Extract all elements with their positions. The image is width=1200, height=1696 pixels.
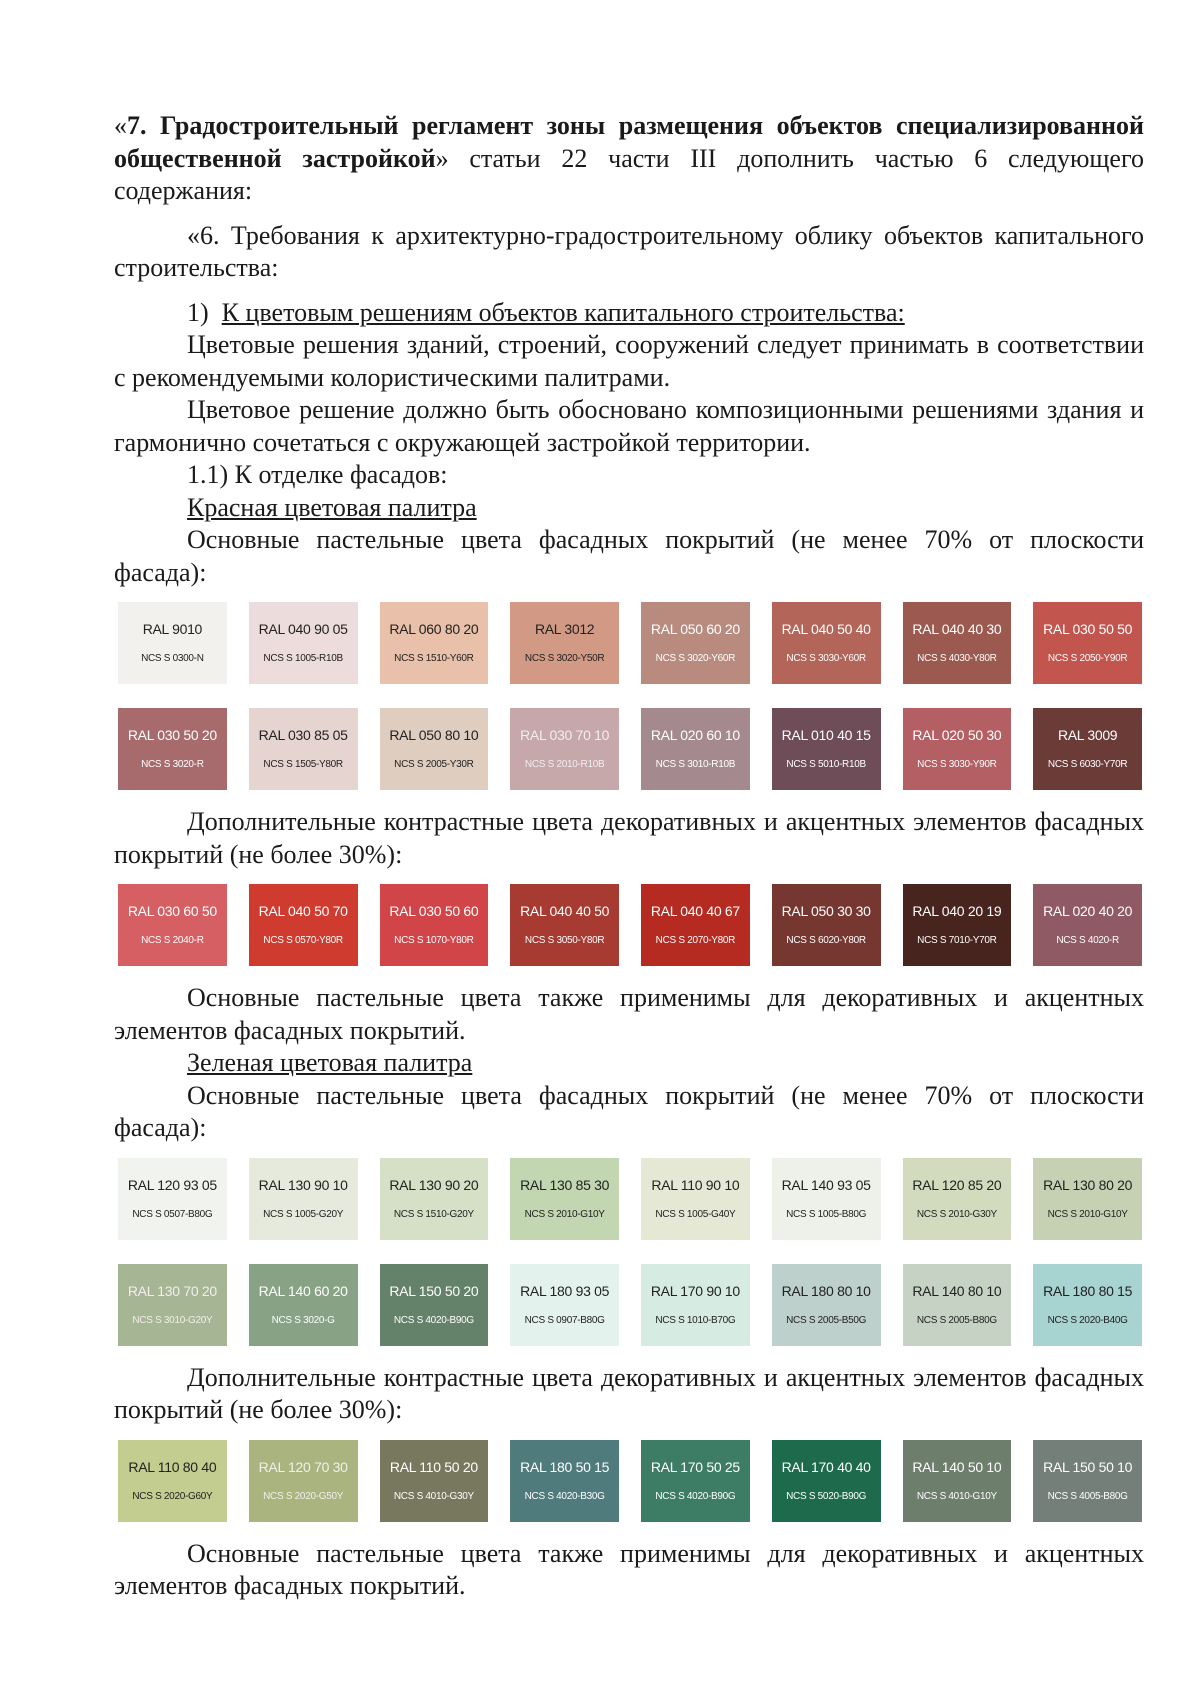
heading-quote: « bbox=[114, 111, 127, 140]
color-swatch bbox=[641, 1264, 750, 1346]
ncs-code: NCS S 4010-G30Y bbox=[393, 1490, 474, 1502]
color-swatch bbox=[641, 1440, 750, 1522]
ral-code: RAL 180 93 05 bbox=[520, 1282, 610, 1299]
color-swatch bbox=[903, 708, 1012, 790]
ral-code: RAL 010 40 15 bbox=[781, 727, 871, 743]
ncs-code: NCS S 1005-G20Y bbox=[263, 1208, 344, 1220]
heading-title: 7. Градостроительный регламент зоны размещения объектов специализированной общественной застройкой bbox=[114, 111, 1144, 173]
ral-code: RAL 020 40 20 bbox=[1043, 903, 1133, 919]
color-swatch bbox=[1033, 602, 1142, 684]
color-swatch bbox=[903, 602, 1012, 684]
ral-code: RAL 120 85 20 bbox=[912, 1176, 1002, 1193]
ncs-code: NCS S 2050-Y90R bbox=[1047, 653, 1128, 664]
ncs-code: NCS S 3050-Y80R bbox=[524, 935, 605, 946]
ral-code: RAL 040 50 40 bbox=[781, 621, 871, 637]
color-swatch bbox=[772, 602, 881, 684]
ncs-code: NCS S 4020-B30G bbox=[524, 1490, 605, 1502]
ral-code: RAL 180 80 15 bbox=[1043, 1282, 1133, 1299]
ncs-code: NCS S 2020-G60Y bbox=[132, 1490, 213, 1502]
red-accent-label: Дополнительные контрастные цвета декоративных и акцентных элементов фасадных покрытий (не более 30%): bbox=[114, 807, 1144, 869]
color-swatch bbox=[903, 1264, 1012, 1346]
ral-code: RAL 130 70 20 bbox=[127, 1282, 217, 1299]
color-swatch bbox=[772, 1158, 881, 1240]
red-main-swatches bbox=[114, 602, 1144, 790]
para-justified: Цветовое решение должно быть обосновано композиционными решениями здания и гармонично сочетаться с окружающей застройкой территории. bbox=[114, 395, 1144, 457]
ncs-code: NCS S 1005-B80G bbox=[786, 1208, 867, 1220]
ral-code: RAL 050 60 20 bbox=[650, 621, 740, 637]
green-palette-title bbox=[114, 1047, 1144, 1080]
ncs-code: NCS S 3010-G20Y bbox=[132, 1314, 213, 1326]
red-main-label: Основные пастельные цвета фасадных покрытий (не менее 70% от плоскости фасада): bbox=[114, 525, 1144, 587]
ncs-code: NCS S 1505-Y80R bbox=[263, 759, 343, 770]
color-swatch bbox=[1033, 708, 1142, 790]
ral-code: RAL 170 50 25 bbox=[650, 1458, 740, 1475]
ncs-code: NCS S 3010-R10B bbox=[655, 759, 736, 770]
ral-code: RAL 110 80 40 bbox=[128, 1458, 217, 1475]
color-swatch bbox=[118, 884, 227, 966]
color-swatch bbox=[118, 1264, 227, 1346]
ncs-code: NCS S 5020-B90G bbox=[786, 1490, 867, 1502]
color-swatch bbox=[380, 708, 489, 790]
color-swatch bbox=[772, 708, 881, 790]
ral-code: RAL 130 90 10 bbox=[258, 1176, 348, 1193]
ncs-code: NCS S 2005-B80G bbox=[916, 1314, 997, 1326]
ncs-code: NCS S 3020-R bbox=[141, 759, 204, 770]
ncs-code: NCS S 2010-R10B bbox=[524, 759, 605, 770]
ral-code: RAL 180 80 10 bbox=[781, 1282, 871, 1299]
color-swatch bbox=[118, 602, 227, 684]
requirements-intro: «6. Требования к архитектурно-градостроительному облику объектов капитального строительства: bbox=[114, 220, 1144, 282]
color-swatch bbox=[380, 602, 489, 684]
color-swatch bbox=[510, 884, 619, 966]
ral-code: RAL 050 30 30 bbox=[781, 903, 871, 919]
ral-code: RAL 130 90 20 bbox=[389, 1176, 479, 1193]
ncs-code: NCS S 4020-B90G bbox=[393, 1314, 474, 1326]
ral-code: RAL 030 70 10 bbox=[520, 727, 610, 743]
ncs-code: NCS S 4020-R bbox=[1056, 935, 1119, 946]
color-swatch bbox=[118, 1158, 227, 1240]
ral-code: RAL 150 50 20 bbox=[389, 1282, 479, 1299]
ral-code: RAL 040 90 05 bbox=[258, 621, 348, 637]
color-swatch bbox=[249, 1158, 358, 1240]
ncs-code: NCS S 2010-G10Y bbox=[524, 1208, 605, 1220]
ral-code: RAL 060 80 20 bbox=[389, 621, 479, 637]
ral-code: RAL 140 50 10 bbox=[912, 1458, 1002, 1475]
item-1-1: 1.1) К отделке фасадов: bbox=[187, 460, 448, 489]
red-accent-swatches bbox=[114, 884, 1144, 966]
color-swatch bbox=[641, 602, 750, 684]
ral-code: RAL 120 93 05 bbox=[127, 1176, 217, 1193]
color-swatch bbox=[1033, 1158, 1142, 1240]
ncs-code: NCS S 2020-G50Y bbox=[263, 1490, 344, 1502]
color-swatch bbox=[380, 1440, 489, 1522]
ral-code: RAL 170 40 40 bbox=[781, 1458, 871, 1475]
ral-code: RAL 140 60 20 bbox=[258, 1282, 348, 1299]
ral-code: RAL 040 40 50 bbox=[520, 903, 610, 919]
color-swatch bbox=[380, 884, 489, 966]
ncs-code: NCS S 1010-B70G bbox=[655, 1314, 736, 1326]
ral-code: RAL 9010 bbox=[142, 621, 203, 637]
ral-code: RAL 040 20 19 bbox=[912, 903, 1002, 919]
ncs-code: NCS S 0907-B80G bbox=[524, 1314, 605, 1326]
ncs-code: NCS S 4020-B90G bbox=[655, 1490, 736, 1502]
ncs-code: NCS S 7010-Y70R bbox=[917, 935, 997, 946]
item-1 bbox=[114, 297, 1144, 330]
ral-code: RAL 020 50 30 bbox=[912, 727, 1002, 743]
ncs-code: NCS S 4005-B80G bbox=[1047, 1490, 1128, 1502]
ncs-code: NCS S 6030-Y70R bbox=[1047, 759, 1128, 770]
ral-code: RAL 040 50 70 bbox=[258, 903, 348, 919]
ral-code: RAL 130 80 20 bbox=[1043, 1176, 1133, 1193]
section-heading bbox=[114, 110, 1144, 208]
red-palette-title-text: Красная цветовая палитра bbox=[187, 492, 477, 522]
color-swatch bbox=[510, 1440, 619, 1522]
para-palettes: Цветовые решения зданий, строений, сооружений следует принимать в соответствии с рекомендуемыми колористическими палитрами. bbox=[114, 330, 1144, 392]
ncs-code: NCS S 2070-Y80R bbox=[655, 935, 736, 946]
ncs-code: NCS S 3020-Y50R bbox=[524, 653, 605, 664]
color-swatch bbox=[903, 1440, 1012, 1522]
item-1-title: К цветовым решениям объектов капитального строительства: bbox=[221, 297, 905, 327]
red-palette-title bbox=[114, 492, 1144, 525]
ral-code: RAL 3012 bbox=[534, 621, 595, 637]
ral-code: RAL 030 50 60 bbox=[389, 903, 479, 919]
color-swatch bbox=[249, 1440, 358, 1522]
ral-code: RAL 120 70 30 bbox=[258, 1458, 348, 1475]
color-swatch bbox=[249, 884, 358, 966]
ncs-code: NCS S 2005-B50G bbox=[786, 1314, 867, 1326]
ncs-code: NCS S 6020-Y80R bbox=[786, 935, 866, 946]
ncs-code: NCS S 3020-Y60R bbox=[655, 653, 736, 664]
color-swatch bbox=[249, 708, 358, 790]
ral-code: RAL 040 40 30 bbox=[912, 621, 1002, 637]
ral-code: RAL 020 60 10 bbox=[650, 727, 740, 743]
ncs-code: NCS S 3030-Y90R bbox=[917, 759, 997, 770]
color-swatch bbox=[641, 884, 750, 966]
ral-code: RAL 050 80 10 bbox=[389, 727, 479, 743]
document-page bbox=[114, 110, 1144, 1603]
ral-code: RAL 140 93 05 bbox=[781, 1176, 871, 1193]
ncs-code: NCS S 2010-G30Y bbox=[916, 1208, 997, 1220]
ncs-code: NCS S 1070-Y80R bbox=[394, 935, 474, 946]
ral-code: RAL 3009 bbox=[1057, 727, 1118, 743]
color-swatch bbox=[510, 602, 619, 684]
green-main-swatches bbox=[114, 1158, 1144, 1346]
ral-code: RAL 170 90 10 bbox=[650, 1282, 740, 1299]
heading-rest: » статьи 22 части III дополнить частью 6 следующего содержания: bbox=[114, 143, 1144, 205]
red-note: Основные пастельные цвета также применимы для декоративных и акцентных элементов фасадных покрытий. bbox=[114, 983, 1144, 1045]
color-swatch bbox=[1033, 1440, 1142, 1522]
ral-code: RAL 110 90 10 bbox=[651, 1176, 740, 1193]
ral-code: RAL 040 40 67 bbox=[650, 903, 740, 919]
green-accent-label: Дополнительные контрастные цвета декоративных и акцентных элементов фасадных покрытий (не более 30%): bbox=[114, 1362, 1144, 1424]
ral-code: RAL 030 50 20 bbox=[127, 727, 217, 743]
ncs-code: NCS S 4010-G10Y bbox=[916, 1490, 997, 1502]
green-accent-swatches bbox=[114, 1440, 1144, 1522]
ncs-code: NCS S 3030-Y60R bbox=[786, 653, 866, 664]
color-swatch bbox=[641, 708, 750, 790]
color-swatch bbox=[1033, 884, 1142, 966]
color-swatch bbox=[903, 884, 1012, 966]
color-swatch bbox=[641, 1158, 750, 1240]
color-swatch bbox=[118, 1440, 227, 1522]
green-note: Основные пастельные цвета также применимы для декоративных и акцентных элементов фасадных покрытий. bbox=[114, 1538, 1144, 1600]
ncs-code: NCS S 3020-G bbox=[271, 1314, 335, 1326]
ncs-code: NCS S 4030-Y80R bbox=[917, 653, 997, 664]
green-main-label: Основные пастельные цвета фасадных покрытий (не менее 70% от плоскости фасада): bbox=[114, 1080, 1144, 1142]
ral-code: RAL 030 60 50 bbox=[127, 903, 217, 919]
ral-code: RAL 030 85 05 bbox=[258, 727, 348, 743]
ral-code: RAL 130 85 30 bbox=[520, 1176, 610, 1193]
ral-code: RAL 150 50 10 bbox=[1043, 1458, 1133, 1475]
ncs-code: NCS S 1005-R10B bbox=[263, 653, 343, 664]
ncs-code: NCS S 2040-R bbox=[141, 935, 204, 946]
color-swatch bbox=[249, 1264, 358, 1346]
color-swatch bbox=[772, 1440, 881, 1522]
color-swatch bbox=[118, 708, 227, 790]
color-swatch bbox=[380, 1158, 489, 1240]
ncs-code: NCS S 2005-Y30R bbox=[394, 759, 474, 770]
ral-code: RAL 140 80 10 bbox=[912, 1282, 1002, 1299]
color-swatch bbox=[510, 1158, 619, 1240]
ncs-code: NCS S 2010-G10Y bbox=[1047, 1208, 1128, 1220]
item-1-number: 1) bbox=[187, 297, 209, 327]
color-swatch bbox=[249, 602, 358, 684]
color-swatch bbox=[903, 1158, 1012, 1240]
ral-code: RAL 180 50 15 bbox=[520, 1458, 610, 1475]
ncs-code: NCS S 1510-Y60R bbox=[394, 653, 474, 664]
ncs-code: NCS S 1005-G40Y bbox=[655, 1208, 736, 1220]
color-swatch bbox=[510, 708, 619, 790]
ncs-code: NCS S 1510-G20Y bbox=[393, 1208, 474, 1220]
color-swatch bbox=[380, 1264, 489, 1346]
ncs-code: NCS S 5010-R10B bbox=[786, 759, 866, 770]
color-swatch bbox=[772, 884, 881, 966]
color-swatch bbox=[1033, 1264, 1142, 1346]
color-swatch bbox=[510, 1264, 619, 1346]
ncs-code: NCS S 0570-Y80R bbox=[263, 935, 343, 946]
ncs-code: NCS S 2020-B40G bbox=[1047, 1314, 1128, 1326]
ncs-code: NCS S 0300-N bbox=[141, 653, 204, 664]
green-palette-title-text: Зеленая цветовая палитра bbox=[187, 1048, 473, 1077]
ncs-code: NCS S 0507-B80G bbox=[132, 1208, 213, 1220]
ral-code: RAL 030 50 50 bbox=[1043, 621, 1133, 637]
ral-code: RAL 110 50 20 bbox=[389, 1458, 478, 1475]
color-swatch bbox=[772, 1264, 881, 1346]
